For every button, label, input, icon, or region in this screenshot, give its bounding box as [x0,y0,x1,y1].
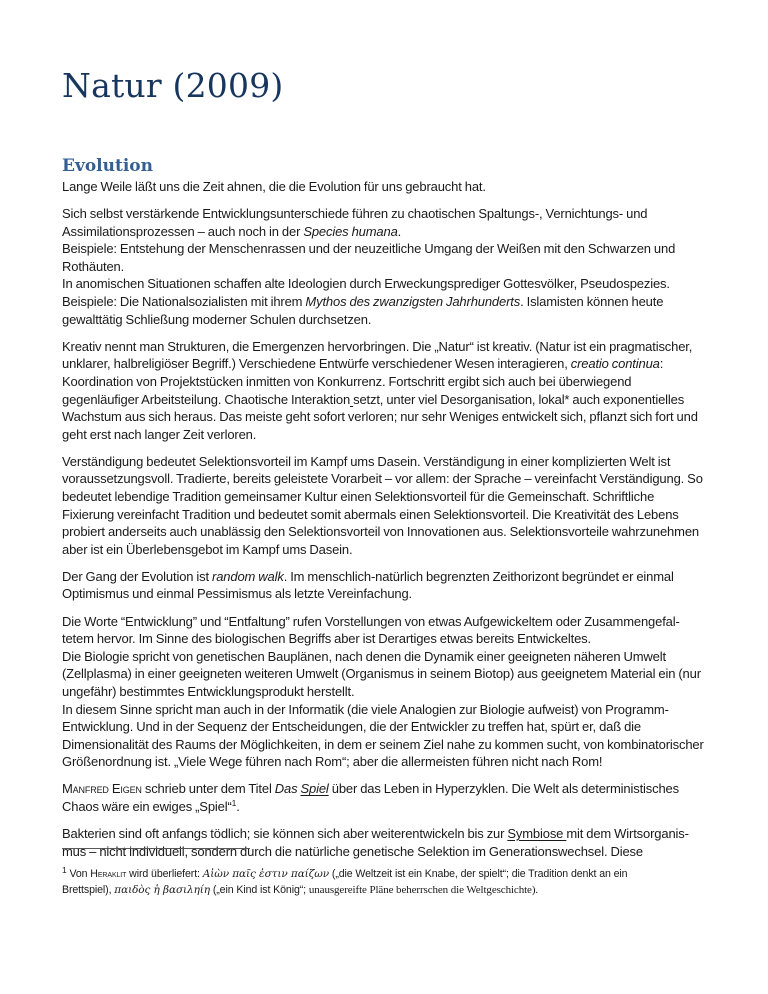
text-line: Größenordnung ist. „Viele Wege führen nach Rom“; aber die allermeisten führen nicht nach Rom! [62,754,603,770]
text-line: Optimismus und einmal Pessimismus als letzte Vereinfachung. [62,586,413,602]
text-line: Manfred Eigen schrieb unter dem Titel Das Spiel über das Leben in Hyperzyklen. Die Welt als deterministisches [62,781,679,797]
italic-title-mythos: Mythos des zwanzigsten Jahrhunderts [305,294,521,310]
footnote-line: $^1$ Von Heraklit wird überliefert: Αἰὼν παῖς ἐστιν παίζων („die Weltzeit ist ein Knabe, der spielt“; die Tradition denkt an ein [62,865,628,880]
footnote-reference-link[interactable]: 1 [231,798,237,808]
text-line: Die Biologie spricht von genetischen Bauplänen, nach denen die Dynamik einer geeigneten näheren Umwelt [62,648,666,664]
section-heading-evolution: Evolution [62,156,154,176]
text-line: Dimensionalität des Raums der Möglichkeiten, in dem er seinem Ziel nahe zu kommen sucht, von kombinatorischer [62,736,704,752]
text-line: Chaos wäre ein ewiges „Spiel“$^1$. [62,798,240,814]
greek-quote-2: παιδὸς ἡ βασιληίη [114,884,210,896]
paragraph [62,178,722,196]
text-line: Koordination von Projektstücken inmitten von Konkurrenz. Fortschritt ergibt sich auch bei überwiegend [62,373,632,389]
text-line: Bakterien sind oft anfangs tödlich; sie können sich aber weiterentwickeln bis zur Symbiose mit dem Wirtsorganis- [62,826,689,842]
italic-term-random-walk: random walk [212,568,284,584]
footnote-separator [62,848,250,849]
text-line: Der Gang der Evolution ist random walk. Im menschlich-natürlich begrenzten Zeithorizont begründet er einmal [62,568,674,584]
text-line: Sich selbst verstärkende Entwicklungsunterschiede führen zu chaotischen Spaltungs-, Vernichtungs- und [62,206,648,222]
italic-title-das: Das [274,781,301,797]
text-line: Kreativ nennt man Strukturen, die Emergenzen hervorbringen. Die „Natur“ ist kreativ. (Natur ist ein pragmatischer, [62,338,693,354]
text-line: Lange Weile läßt uns die Zeit ahnen, die die Evolution für uns gebraucht hat. [62,179,486,194]
paragraph [62,338,722,444]
text-line: bedeutet lebendige Tradition gemeinsamer Kultur einen Selektionsvorteil für die Gemeinschaft. Schriftliche [62,489,655,504]
text-line: Assimilationsprozessen – auch noch in der Species humana. [62,223,402,239]
text-line: Entwicklung. Und in der Sequenz der Entscheidungen, die der Entwickler zu treffen hat, spürt er, daß die [62,719,641,735]
text-line: (Zellplasma) in einer geeigneten weiteren Umwelt (Organismus in seinem Biotop) aus geeignetem Material ein (nur [62,666,701,682]
paragraph [62,780,722,815]
author-name-small-caps: Manfred Eigen [62,781,142,797]
text-line: Beispiele: Entstehung der Menschenrassen und der neuzeitliche Umgang der Weißen mit den Schwarzen und [62,241,676,257]
text-line: tetem hervor. Im Sinne des biologischen Begriffs aber ist Derartiges etwas bereits Entwickeltes. [62,631,591,647]
italic-underlined-spiel: Spiel [300,781,329,797]
text-line: Beispiele: Die Nationalsozialisten mit ihrem Mythos des zwanzigsten Jahrhunderts. Islamisten können heute [62,294,664,310]
document-title: Natur (2009) [62,66,284,105]
paragraph [62,205,722,328]
greek-quote-1: Αἰὼν παῖς ἐστιν παίζων [202,868,330,880]
text-line: In diesem Sinne spricht man auch in der Informatik (die viele Analogien zur Biologie aufweist) von Programm- [62,701,669,717]
author-name-heraklit: Heraklit [90,868,127,880]
text-line: probiert anderseits auch unablässig den Selektionsvorteil von Innovationen aus. Selektionsvorteile wahrzunehmen [62,524,699,540]
paragraph [62,825,722,860]
italic-term-creatio-continua: creatio continua [570,356,660,372]
body-text [62,178,722,870]
serif-text: unausgereifte Pläne beherrschen die Weltgeschichte). [308,884,539,896]
text-line: ungefähr) bestimmtes Entwicklungsprodukt herstellt. [62,683,355,699]
paragraph [62,568,722,603]
text-line: In anomischen Situationen schaffen alte Ideologien durch Erweckungsprediger Gottesvölker, Pseudospezies. [62,276,670,292]
text-line: Verständigung bedeutet Selektionsvorteil im Kampf ums Dasein. Verständigung in einer komplizierten Welt ist [62,453,671,469]
text-line: gewalttätig Schließung moderner Schulen durchsetzen. [62,311,372,327]
text-line: Rothäuten. [62,258,125,274]
paragraph [62,453,722,559]
text-line: Die Worte “Entwicklung” und “Entfaltung” rufen Vorstellungen von etwas Aufgewickeltem oder Zusammengefal- [62,613,680,629]
text-line: gegenläufiger Arbeitsteilung. Chaotische Interaktion setzt, unter viel Desorganisation, lokal* auch exponentielles [62,391,685,407]
text-line: mus – nicht individuell, sondern durch die natürliche genetische Selektion im Generationswechsel. Diese [62,843,643,859]
text-line: Fixierung vereinfacht Tradition und bedeutet somit abermals einen Selektionsvorteil. Die Kreativität des Lebens [62,506,679,522]
paragraph [62,613,722,771]
text-line: geht erst nach langer Zeit verloren. [62,426,257,442]
underlined-term-symbiose: Symbiose [507,826,567,842]
footnote-line: Brettspiel), παιδὸς ἡ βασιληίη („ein Kind ist König“; unausgereifte Pläne beherrschen die Weltgeschichte). [62,884,539,896]
text-line: aber ist ein Überlebensgebot im Kampf ums Dasein. [62,541,353,557]
footnote [62,866,742,898]
text-line: Wachstum aus sich heraus. Das meiste geht sofort verloren; nur sehr Weniges entwickelt sich, pflanzt sich fort und [62,409,698,425]
italic-term-species-humana: Species humana [303,223,398,239]
text-line: voraussetzungsvoll. Tradierte, bereits geleistete Vorarbeit – vor allem: der Sprache – vereinfacht Verständigung. So [62,471,703,487]
text-line: unklarer, halbreligiöser Begriff.) Verschiedene Entwürfe verschiedener Wesen interagieren, creatio continua: [62,356,664,372]
footnote-number: 1 [62,865,67,875]
